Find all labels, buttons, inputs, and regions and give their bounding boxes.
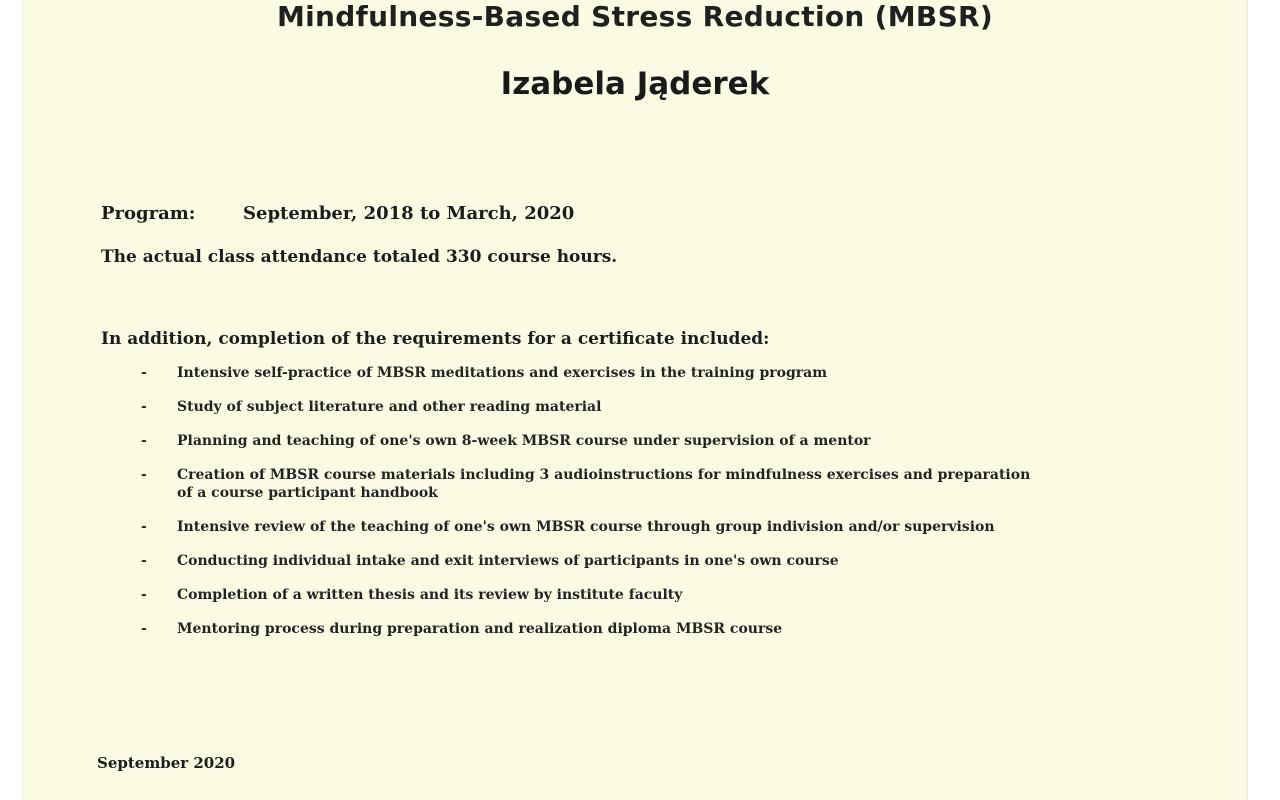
requirement-text: Completion of a written thesis and its review by institute faculty	[177, 587, 683, 603]
certificate-title: Mindfulness-Based Stress Reduction (MBSR)	[277, 0, 993, 33]
list-bullet: -	[141, 433, 147, 449]
attendance-statement: The actual class attendance totaled 330 course hours.	[101, 247, 618, 267]
requirement-text: Mentoring process during preparation and realization diploma MBSR course	[177, 621, 783, 637]
list-bullet: -	[141, 519, 147, 535]
list-bullet: -	[141, 587, 147, 603]
requirement-item	[141, 586, 1201, 604]
requirement-item	[141, 398, 1201, 416]
requirement-item	[141, 518, 1201, 536]
list-bullet: -	[141, 621, 147, 637]
requirement-item	[141, 552, 1201, 570]
requirement-text: Intensive self-practice of MBSR meditations and exercises in the training program	[177, 365, 828, 381]
requirements-list	[141, 364, 1201, 654]
recipient-name: Izabela Jąderek	[500, 66, 770, 102]
requirement-text: Study of subject literature and other reading material	[177, 399, 602, 415]
program-row	[101, 200, 574, 228]
requirement-text: Conducting individual intake and exit interviews of participants in one's own course	[177, 553, 839, 569]
certificate-page	[22, 0, 1248, 800]
requirement-item	[141, 620, 1201, 638]
requirements-heading: In addition, completion of the requirements for a certificate included:	[101, 329, 770, 349]
requirement-item	[141, 466, 1201, 502]
list-bullet: -	[141, 365, 147, 381]
requirement-item	[141, 432, 1201, 450]
list-bullet: -	[141, 553, 147, 569]
program-dates: September, 2018 to March, 2020	[243, 203, 575, 224]
list-bullet: -	[141, 399, 147, 415]
requirement-text: Creation of MBSR course materials including 3 audioinstructions for mindfulness exercises and preparation of a course participant handbook	[177, 467, 1031, 501]
requirement-text: Planning and teaching of one's own 8-week MBSR course under supervision of a mentor	[177, 433, 871, 449]
list-bullet: -	[141, 467, 147, 483]
issue-date: September 2020	[97, 754, 236, 772]
requirement-text: Intensive review of the teaching of one's own MBSR course through group indivision and/or supervision	[177, 519, 995, 535]
requirement-item	[141, 364, 1201, 382]
program-label: Program:	[101, 203, 196, 224]
